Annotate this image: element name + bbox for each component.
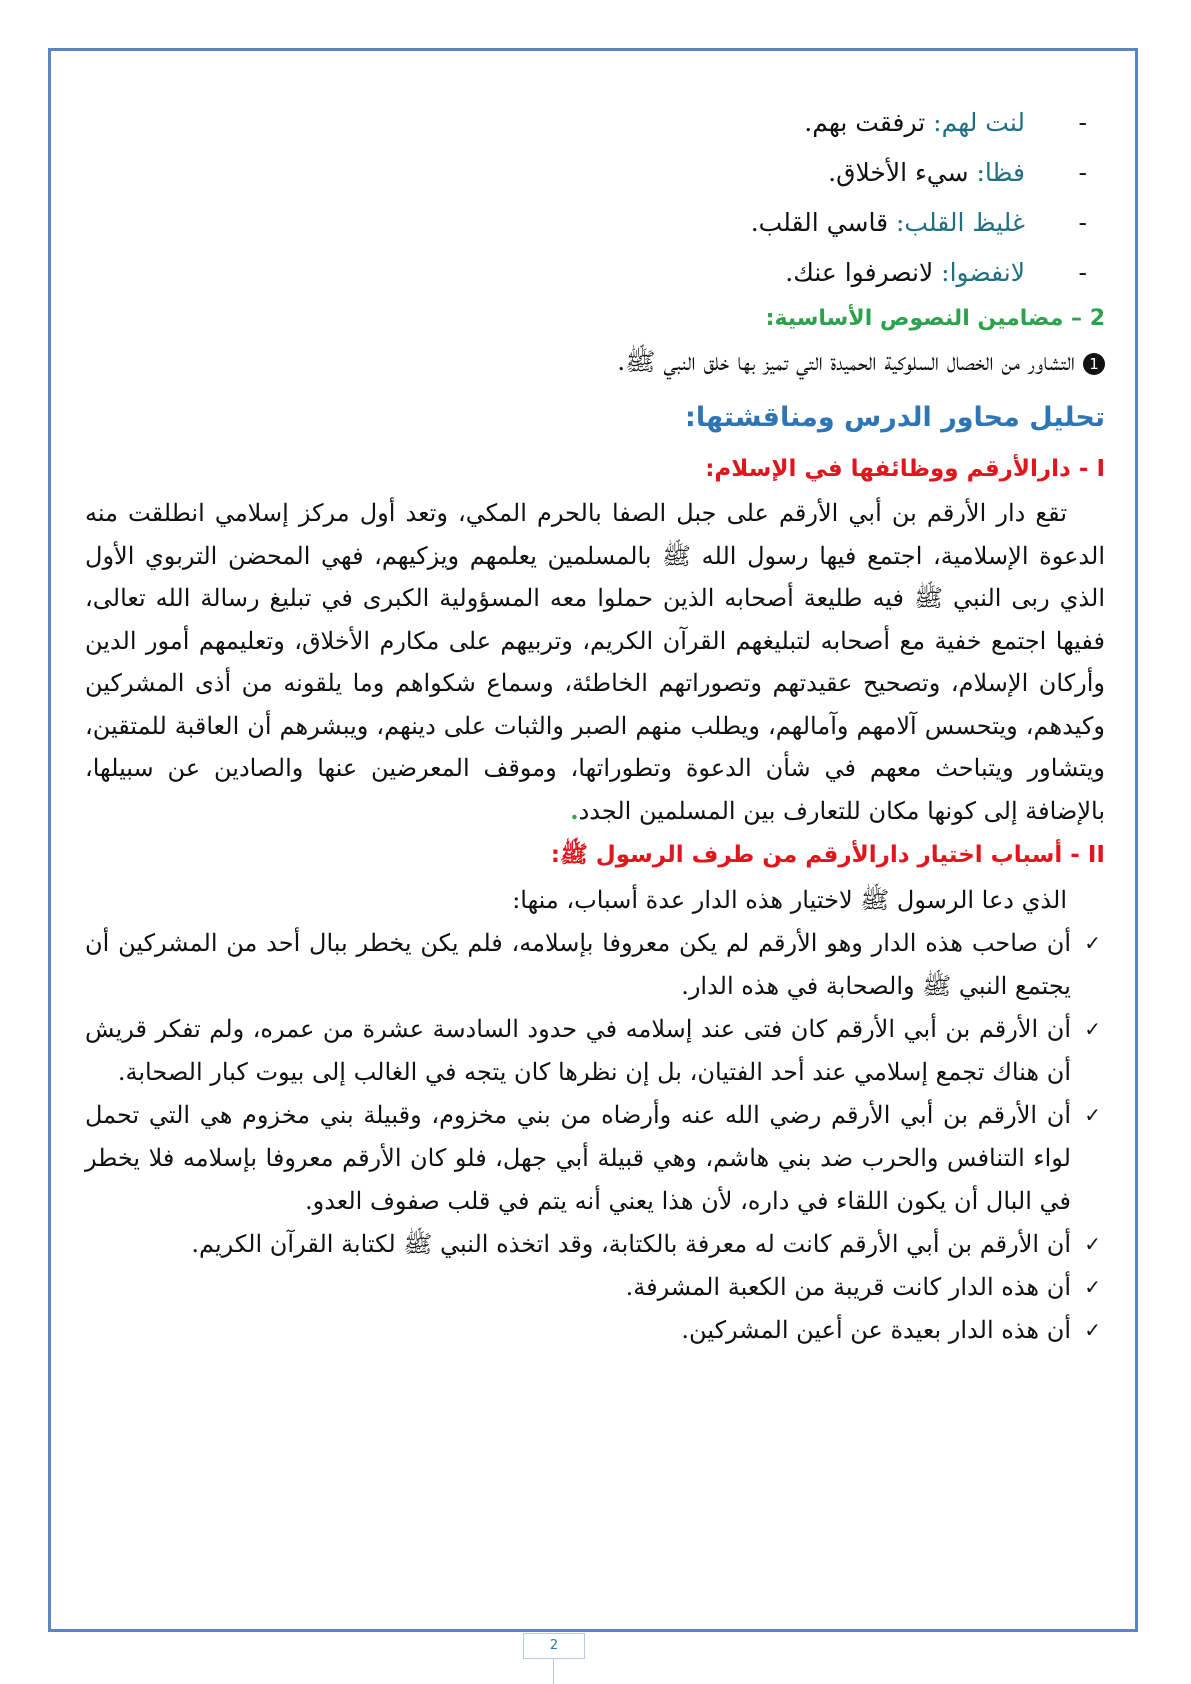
reason-text: أن هذه الدار بعيدة عن أعين المشركين.	[681, 1316, 1071, 1344]
vocab-item	[85, 148, 1105, 198]
footer-divider	[553, 1659, 554, 1684]
reason-text: أن الأرقم بن أبي الأرقم كانت له معرفة بالكتابة، وقد اتخذه النبي ﷺ لكتابة القرآن الكريم.	[191, 1230, 1071, 1258]
content-bullet	[85, 340, 1105, 384]
list-dash: -	[1078, 258, 1087, 287]
list-item	[85, 1094, 1105, 1223]
page-content	[85, 98, 1105, 1352]
part2-heading: II - أسباب اختيار دارالأرقم من طرف الرسول ﷺ:	[550, 842, 1105, 868]
vocab-meaning: ترفقت بهم.	[804, 108, 934, 137]
vocab-meaning: سيء الأخلاق.	[828, 158, 977, 187]
list-item	[85, 1266, 1105, 1309]
vocab-meaning: قاسي القلب.	[750, 208, 896, 237]
list-item	[85, 1008, 1105, 1094]
reasons-list	[85, 922, 1105, 1352]
list-dash: -	[1078, 208, 1087, 237]
check-icon: ✓	[1084, 1275, 1101, 1299]
vocab-item	[85, 98, 1105, 148]
list-item	[85, 1223, 1105, 1266]
paragraph-text: تقع دار الأرقم بن أبي الأرقم على جبل الصفا بالحرم المكي، وتعد أول مركز إسلامي انطلقت منه الدعوة الإسلامية، اجتمع فيها رسول الله ﷺ بالمسلمين يعلمهم ويزكيهم، فهي المحضن التربوي الأول الذي ربى النبي ﷺ فيه طليعة أصحابه الذين حملوا معه المسؤولية الكبرى في تبليغ رسالة الله تعالى، ففيها اجتمع خفية مع أصحابه لتبليغهم القرآن الكريم، وتربيهم على مكارم الأخلاق، وتعليمهم أمور الدين وأركان الإسلام، وتصحيح عقيدتهم وتصوراتهم الخاطئة، وسماع شكواهم وما يلقونه من أذى المشركين وكيدهم، ويتحسس آلامهم وآمالهم، ويطلب منهم الصبر والثبات على دينهم، ويبشرهم أن العاقبة للمتقين، ويتشاور ويتباحث معهم في شأن الدعوة وتطوراتها، وموقف المعرضين عنها والصادين عن سبيلها، بالإضافة إلى كونها مكان للتعارف بين المسلمين الجدد	[85, 499, 1105, 825]
check-icon: ✓	[1084, 1103, 1101, 1127]
analysis-heading: تحليل محاور الدرس ومناقشتها:	[685, 402, 1105, 433]
part1-heading: I - دارالأرقم ووظائفها في الإسلام:	[705, 456, 1105, 482]
vocab-item	[85, 248, 1105, 298]
vocab-item	[85, 198, 1105, 248]
vocab-term: لنت لهم:	[933, 108, 1025, 137]
reason-text: أن الأرقم بن أبي الأرقم رضي الله عنه وأرضاه من بني مخزوم، وقبيلة بني مخزوم هي التي تحمل لواء التنافس والحرب ضد بني هاشم، وهي قبيلة أبي جهل، فلو كان الأرقم معروفا بإسلامه فلا يخطر في البال أن يكون اللقاء في داره، لأن هذا يعني أنه يتم في قلب صفوف العدو.	[85, 1101, 1071, 1215]
paragraph-end-dot: .	[570, 795, 579, 825]
reason-text: أن صاحب هذه الدار وهو الأرقم لم يكن معروفا بإسلامه، فلم يكن يخطر ببال أحد من المشركين أن يجتمع النبي ﷺ والصحابة في هذه الدار.	[85, 929, 1071, 1000]
check-icon: ✓	[1084, 1232, 1101, 1256]
vocab-meaning: لانصرفوا عنك.	[785, 258, 942, 287]
vocabulary-list	[85, 98, 1105, 298]
number-circle-icon: 1	[1083, 353, 1105, 375]
vocab-term: غليظ القلب:	[895, 208, 1025, 237]
bullet-text: التشاور من الخصال السلوكية الحميدة التي تميز بها خلق النبي ﷺ.	[617, 347, 1075, 376]
section-heading-main-contents: 2 – مضامين النصوص الأساسية:	[765, 306, 1105, 331]
list-item	[85, 922, 1105, 1008]
reason-text: أن الأرقم بن أبي الأرقم كان فتى عند إسلامه في حدود السادسة عشرة من عمره، ولم تفكر قريش أن هناك تجمع إسلامي عند أحد الفتيان، بل إن نظرها كان يتجه في الغالب إلى بيوت كبار الصحابة.	[85, 1015, 1071, 1086]
reason-text: أن هذه الدار كانت قريبة من الكعبة المشرفة.	[625, 1273, 1071, 1301]
check-icon: ✓	[1084, 931, 1101, 955]
page-number: 2	[523, 1633, 585, 1659]
vocab-term: فظا:	[976, 158, 1025, 187]
vocab-term: لانفضوا:	[941, 258, 1025, 287]
part2-intro: الذي دعا الرسول ﷺ لاختيار هذه الدار عدة أسباب، منها:	[512, 886, 1067, 914]
list-item	[85, 1309, 1105, 1352]
check-icon: ✓	[1084, 1318, 1101, 1342]
list-dash: -	[1078, 108, 1087, 137]
part1-paragraph	[85, 492, 1105, 832]
list-dash: -	[1078, 158, 1087, 187]
check-icon: ✓	[1084, 1017, 1101, 1041]
